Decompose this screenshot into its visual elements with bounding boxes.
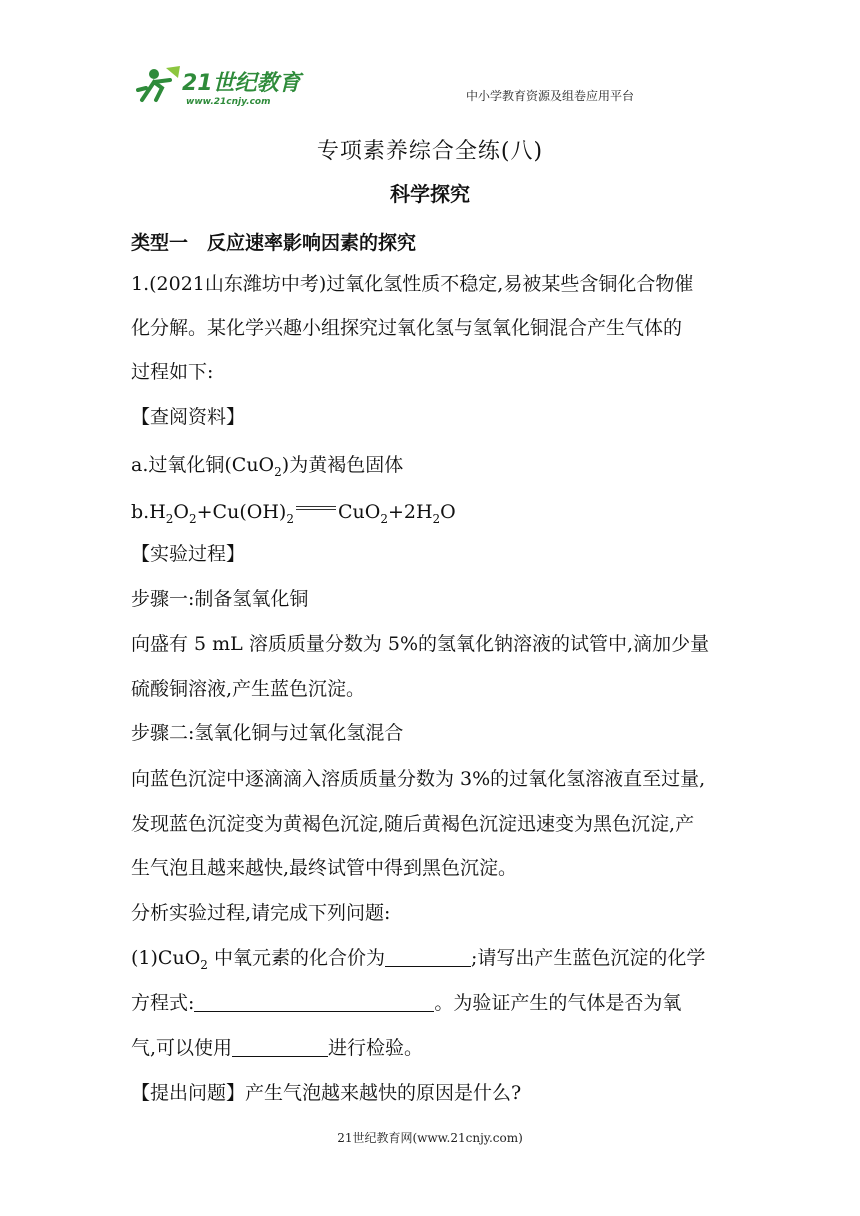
question-intro-line-3: 过程如下: — [131, 361, 214, 383]
q1-text: ;请写出产生蓝色沉淀的化学 — [470, 947, 706, 969]
reference-heading: 【查阅资料】 — [131, 406, 246, 428]
page-subtitle: 科学探究 — [390, 182, 470, 206]
subscript: 2 — [165, 511, 174, 526]
reference-a — [131, 452, 403, 485]
page-header — [0, 0, 860, 118]
q1-text: 气,可以使用 — [131, 1037, 233, 1059]
step2-line-3: 生气泡且越来越快,最终试管中得到黑色沉淀。 — [131, 857, 518, 879]
analysis-prompt: 分析实验过程,请完成下列问题: — [131, 902, 391, 924]
section-heading: 类型一 反应速率影响因素的探究 — [131, 232, 417, 254]
process-heading: 【实验过程】 — [131, 543, 246, 565]
subscript: 2 — [200, 957, 208, 972]
answer-blank-valence[interactable] — [385, 946, 471, 967]
logo-text: 21世纪教育 — [182, 71, 301, 96]
step1-title: 步骤一:制备氢氧化铜 — [131, 588, 309, 610]
eq-part: O — [173, 501, 189, 523]
q1-line-2 — [131, 990, 681, 1016]
answer-blank-equation[interactable] — [194, 991, 434, 1012]
eq-part: b.H — [131, 501, 166, 523]
question-intro-line-1: 1.(2021山东潍坊中考)过氧化氢性质不稳定,易被某些含铜化合物催 — [131, 273, 694, 295]
platform-name: 中小学教育资源及组卷应用平台 — [466, 89, 635, 103]
ref-a-part-2: )为黄褐色固体 — [281, 454, 404, 476]
eq-part: CuO — [337, 501, 381, 523]
step1-line-1: 向盛有 5 mL 溶质质量分数为 5%的氢氧化钠溶液的试管中,滴加少量 — [131, 633, 710, 655]
subscript: 2 — [189, 511, 197, 526]
eq-part: +2H — [387, 501, 433, 523]
subscript: 2 — [432, 511, 441, 526]
page-title: 专项素养综合全练(八) — [316, 139, 544, 164]
subscript: 2 — [274, 464, 282, 479]
q1-text: 方程式: — [131, 992, 195, 1014]
reference-b-equation — [131, 499, 456, 532]
step2-title: 步骤二:氢氧化铜与过氧化氢混合 — [131, 722, 404, 744]
step1-line-2: 硫酸铜溶液,产生蓝色沉淀。 — [131, 678, 366, 700]
q1-text: 。为验证产生的气体是否为氧 — [434, 992, 682, 1014]
step2-line-2: 发现蓝色沉淀变为黄褐色沉淀,随后黄褐色沉淀迅速变为黑色沉淀,产 — [131, 813, 695, 835]
subscript: 2 — [286, 511, 294, 526]
question-intro-line-2: 化分解。某化学兴趣小组探究过氧化氢与氢氧化铜混合产生气体的 — [131, 317, 683, 339]
q1-line-1 — [131, 945, 705, 978]
logo-url: www.21cnjy.com — [186, 97, 271, 107]
step2-line-1: 向蓝色沉淀中逐滴滴入溶质质量分数为 3%的过氧化氢溶液直至过量, — [131, 768, 706, 790]
answer-blank-test[interactable] — [232, 1036, 328, 1057]
21cnjy-logo — [136, 60, 306, 110]
subscript: 2 — [380, 511, 388, 526]
page-footer: 21世纪教育网(www.21cnjy.com) — [337, 1131, 523, 1145]
eq-part: +Cu(OH) — [196, 501, 287, 523]
q1-line-3 — [131, 1035, 423, 1061]
q1-text: 进行检验。 — [328, 1037, 424, 1059]
eq-part: O — [440, 501, 456, 523]
ref-a-part-1: a.过氧化铜(CuO — [131, 454, 275, 476]
q1-text: (1)CuO — [131, 947, 201, 969]
q1-text: 中氧元素的化合价为 — [207, 947, 385, 969]
equals-sign — [296, 504, 336, 518]
problem-statement: 【提出问题】产生气泡越来越快的原因是什么? — [131, 1082, 522, 1104]
